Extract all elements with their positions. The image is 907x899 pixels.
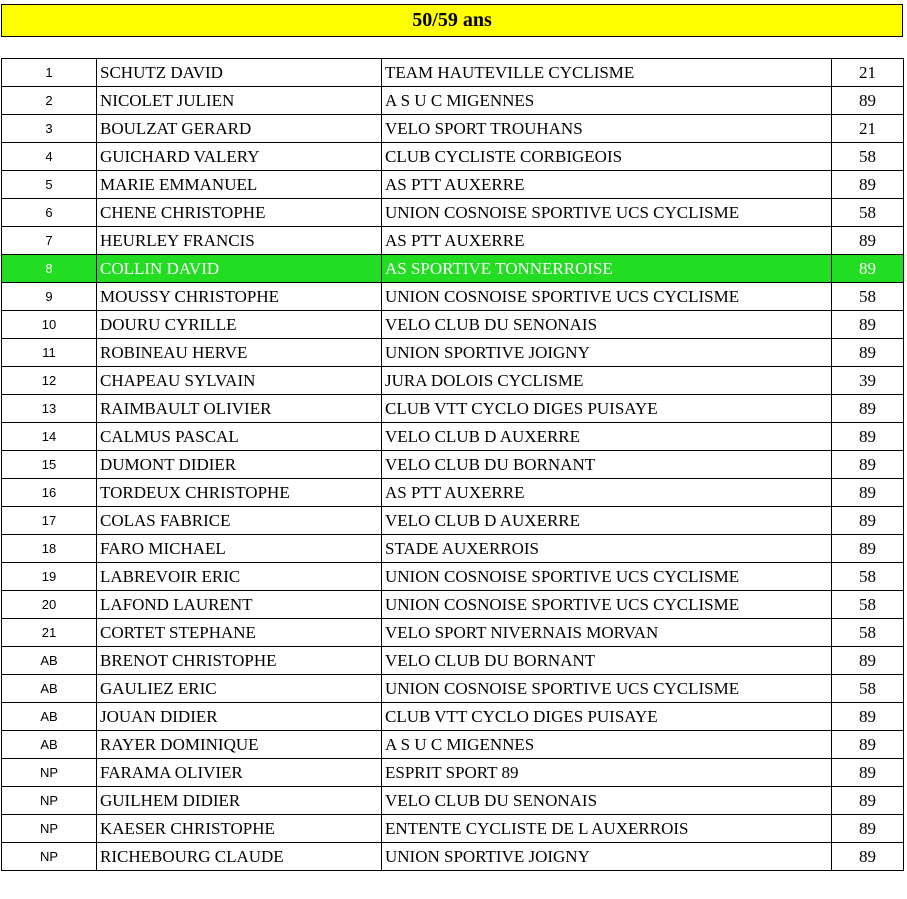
department-cell: 58 (832, 563, 904, 591)
club-cell: VELO CLUB D AUXERRE (382, 423, 832, 451)
table-row (2, 255, 904, 283)
rank-cell: 1 (2, 59, 97, 87)
table-row (2, 311, 904, 339)
rider-name-cell: COLLIN DAVID (97, 255, 382, 283)
department-cell: 89 (832, 423, 904, 451)
club-cell: CLUB VTT CYCLO DIGES PUISAYE (382, 395, 832, 423)
rank-cell: AB (2, 647, 97, 675)
department-cell: 21 (832, 59, 904, 87)
department-cell: 58 (832, 199, 904, 227)
table-row (2, 199, 904, 227)
table-row (2, 395, 904, 423)
rider-name-cell: LAFOND LAURENT (97, 591, 382, 619)
department-cell: 89 (832, 843, 904, 871)
rider-name-cell: SCHUTZ DAVID (97, 59, 382, 87)
table-row (2, 731, 904, 759)
club-cell: VELO CLUB DU SENONAIS (382, 311, 832, 339)
rank-cell: 11 (2, 339, 97, 367)
club-cell: CLUB VTT CYCLO DIGES PUISAYE (382, 703, 832, 731)
rider-name-cell: ROBINEAU HERVE (97, 339, 382, 367)
table-row (2, 619, 904, 647)
club-cell: ESPRIT SPORT 89 (382, 759, 832, 787)
table-row (2, 115, 904, 143)
table-row (2, 367, 904, 395)
rank-cell: 20 (2, 591, 97, 619)
table-row (2, 339, 904, 367)
table-row (2, 759, 904, 787)
table-row (2, 647, 904, 675)
table-row (2, 227, 904, 255)
club-cell: UNION SPORTIVE JOIGNY (382, 339, 832, 367)
rider-name-cell: BRENOT CHRISTOPHE (97, 647, 382, 675)
rank-cell: AB (2, 731, 97, 759)
rider-name-cell: GUILHEM DIDIER (97, 787, 382, 815)
club-cell: VELO CLUB D AUXERRE (382, 507, 832, 535)
club-cell: AS PTT AUXERRE (382, 171, 832, 199)
rider-name-cell: DOURU CYRILLE (97, 311, 382, 339)
rider-name-cell: KAESER CHRISTOPHE (97, 815, 382, 843)
club-cell: UNION SPORTIVE JOIGNY (382, 843, 832, 871)
department-cell: 89 (832, 647, 904, 675)
club-cell: VELO SPORT NIVERNAIS MORVAN (382, 619, 832, 647)
club-cell: TEAM HAUTEVILLE CYCLISME (382, 59, 832, 87)
department-cell: 89 (832, 171, 904, 199)
club-cell: UNION COSNOISE SPORTIVE UCS CYCLISME (382, 675, 832, 703)
rider-name-cell: CALMUS PASCAL (97, 423, 382, 451)
rank-cell: NP (2, 815, 97, 843)
department-cell: 89 (832, 451, 904, 479)
table-row (2, 843, 904, 871)
rank-cell: 15 (2, 451, 97, 479)
department-cell: 89 (832, 255, 904, 283)
rank-cell: 17 (2, 507, 97, 535)
rank-cell: 7 (2, 227, 97, 255)
rider-name-cell: BOULZAT GERARD (97, 115, 382, 143)
rider-name-cell: JOUAN DIDIER (97, 703, 382, 731)
table-row (2, 703, 904, 731)
department-cell: 58 (832, 591, 904, 619)
department-cell: 89 (832, 759, 904, 787)
rider-name-cell: DUMONT DIDIER (97, 451, 382, 479)
rank-cell: 6 (2, 199, 97, 227)
department-cell: 21 (832, 115, 904, 143)
table-row (2, 171, 904, 199)
table-row (2, 535, 904, 563)
rank-cell: 5 (2, 171, 97, 199)
rider-name-cell: GAULIEZ ERIC (97, 675, 382, 703)
rider-name-cell: HEURLEY FRANCIS (97, 227, 382, 255)
department-cell: 89 (832, 339, 904, 367)
rank-cell: 9 (2, 283, 97, 311)
club-cell: VELO CLUB DU BORNANT (382, 647, 832, 675)
rank-cell: 8 (2, 255, 97, 283)
department-cell: 89 (832, 479, 904, 507)
club-cell: CLUB CYCLISTE CORBIGEOIS (382, 143, 832, 171)
department-cell: 89 (832, 227, 904, 255)
table-row (2, 423, 904, 451)
rider-name-cell: LABREVOIR ERIC (97, 563, 382, 591)
club-cell: VELO SPORT TROUHANS (382, 115, 832, 143)
table-row (2, 815, 904, 843)
club-cell: AS PTT AUXERRE (382, 479, 832, 507)
club-cell: STADE AUXERROIS (382, 535, 832, 563)
table-row (2, 59, 904, 87)
rank-cell: 10 (2, 311, 97, 339)
table-row (2, 675, 904, 703)
department-cell: 89 (832, 703, 904, 731)
rank-cell: 13 (2, 395, 97, 423)
rider-name-cell: MARIE EMMANUEL (97, 171, 382, 199)
rank-cell: 12 (2, 367, 97, 395)
club-cell: UNION COSNOISE SPORTIVE UCS CYCLISME (382, 283, 832, 311)
department-cell: 58 (832, 283, 904, 311)
rider-name-cell: TORDEUX CHRISTOPHE (97, 479, 382, 507)
table-row (2, 563, 904, 591)
rider-name-cell: CORTET STEPHANE (97, 619, 382, 647)
rank-cell: NP (2, 787, 97, 815)
rider-name-cell: MOUSSY CHRISTOPHE (97, 283, 382, 311)
club-cell: UNION COSNOISE SPORTIVE UCS CYCLISME (382, 563, 832, 591)
department-cell: 89 (832, 507, 904, 535)
department-cell: 89 (832, 87, 904, 115)
table-row (2, 507, 904, 535)
rider-name-cell: RAYER DOMINIQUE (97, 731, 382, 759)
rank-cell: 16 (2, 479, 97, 507)
rank-cell: 4 (2, 143, 97, 171)
department-cell: 89 (832, 731, 904, 759)
rank-cell: 14 (2, 423, 97, 451)
club-cell: AS SPORTIVE TONNERROISE (382, 255, 832, 283)
club-cell: UNION COSNOISE SPORTIVE UCS CYCLISME (382, 591, 832, 619)
table-row (2, 143, 904, 171)
department-cell: 58 (832, 675, 904, 703)
category-title: 50/59 ans (1, 4, 903, 37)
rider-name-cell: COLAS FABRICE (97, 507, 382, 535)
table-row (2, 787, 904, 815)
club-cell: UNION COSNOISE SPORTIVE UCS CYCLISME (382, 199, 832, 227)
club-cell: VELO CLUB DU SENONAIS (382, 787, 832, 815)
results-table-body (2, 59, 904, 871)
rank-cell: 21 (2, 619, 97, 647)
department-cell: 89 (832, 815, 904, 843)
department-cell: 58 (832, 143, 904, 171)
rank-cell: NP (2, 759, 97, 787)
department-cell: 89 (832, 311, 904, 339)
rider-name-cell: RICHEBOURG CLAUDE (97, 843, 382, 871)
club-cell: JURA DOLOIS CYCLISME (382, 367, 832, 395)
rank-cell: NP (2, 843, 97, 871)
department-cell: 89 (832, 535, 904, 563)
rider-name-cell: FARAMA OLIVIER (97, 759, 382, 787)
rider-name-cell: FARO MICHAEL (97, 535, 382, 563)
rank-cell: 19 (2, 563, 97, 591)
club-cell: ENTENTE CYCLISTE DE L AUXERROIS (382, 815, 832, 843)
club-cell: A S U C MIGENNES (382, 731, 832, 759)
rider-name-cell: CHENE CHRISTOPHE (97, 199, 382, 227)
rider-name-cell: NICOLET JULIEN (97, 87, 382, 115)
rank-cell: 3 (2, 115, 97, 143)
rider-name-cell: RAIMBAULT OLIVIER (97, 395, 382, 423)
table-row (2, 87, 904, 115)
department-cell: 89 (832, 395, 904, 423)
table-row (2, 479, 904, 507)
table-row (2, 283, 904, 311)
rank-cell: 18 (2, 535, 97, 563)
department-cell: 89 (832, 787, 904, 815)
rank-cell: AB (2, 675, 97, 703)
rank-cell: 2 (2, 87, 97, 115)
department-cell: 39 (832, 367, 904, 395)
rider-name-cell: CHAPEAU SYLVAIN (97, 367, 382, 395)
results-table (1, 58, 904, 871)
club-cell: A S U C MIGENNES (382, 87, 832, 115)
club-cell: AS PTT AUXERRE (382, 227, 832, 255)
club-cell: VELO CLUB DU BORNANT (382, 451, 832, 479)
table-row (2, 451, 904, 479)
rank-cell: AB (2, 703, 97, 731)
table-row (2, 591, 904, 619)
rider-name-cell: GUICHARD VALERY (97, 143, 382, 171)
department-cell: 58 (832, 619, 904, 647)
